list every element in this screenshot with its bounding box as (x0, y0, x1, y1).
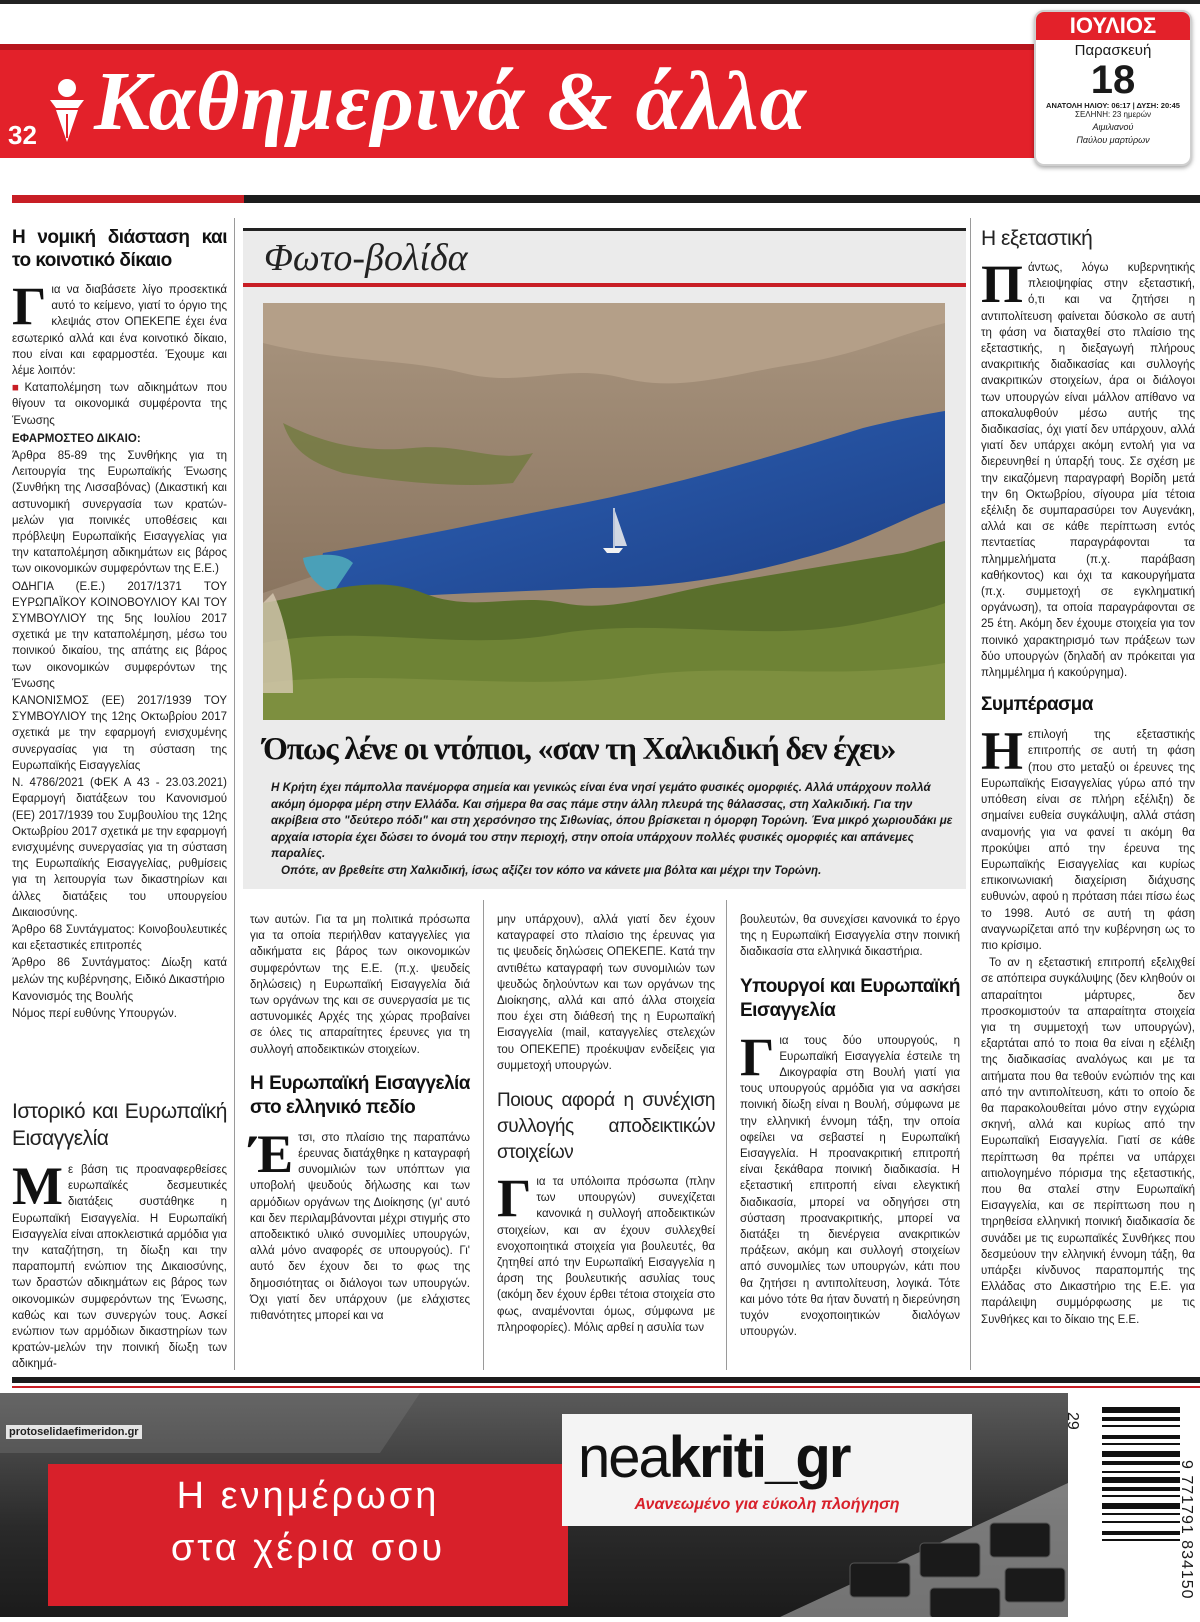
legal-paragraph: Άρθρο 68 Συντάγματος: Κοινοβουλευτικές και εξεταστικές επιτροπές (12, 923, 227, 953)
inquiry-heading: Η εξεταστική (981, 227, 1093, 250)
bottom-divider-accent (12, 1386, 1200, 1388)
calendar-moon: ΣΕΛΗΝΗ: 23 ημερών (1075, 110, 1151, 119)
legal-dropcap: Γ (12, 276, 47, 336)
barcode-digits: 9 771791 834150 (1178, 1460, 1195, 1600)
page-number: 32 (8, 120, 37, 150)
article-paragraph: μην υπάρχουν), αλλά γιατί δεν έχουν καταγραφεί στο πλαίσιο της έρευνας για τις ψευδείς δηλώσεις ΟΠΕΚΕΠΕ. Κατά την αντιθέτω καταγραφή των συνομιλιών των ψευδώς δηλούντων και των οργάνων της Διοίκησης, αλλά και από άλλα στοιχεία που έχει στη διάθεσή της η Ευρωπαϊκή Εισαγγελία (mail, καταγγελίες στελεχών του ΟΠΕΚΕΠΕ) προέκυψαν ενδείξεις για συμμετοχή υπουργών. (497, 914, 715, 1072)
masthead-title: Καθημερινά & άλλα (94, 55, 807, 148)
column-divider (483, 900, 484, 1370)
ministers-heading: Υπουργοί και Ευρωπαϊκή Εισαγγελία (740, 975, 960, 1021)
legal-paragraph: ΚΑΝΟΝΙΣΜΟΣ (ΕΕ) 2017/1939 ΤΟΥ ΣΥΜΒΟΥΛΙΟΥ της 12ης Οκτωβρίου 2017 σχετικά με την εφαρμογή ενισχυμένης συνεργασίας για τη σύσταση της Ευρωπαϊκής Εισαγγελίας (12, 695, 227, 772)
article-paragraph: Για τους δύο υπουργούς, η Ευρωπαϊκή Εισαγγελία έστειλε τη Δικογραφία στη Βουλή γιατί για τους υπουργούς αρμόδια για να ασκήσει ποινική δίωξη είναι η Βουλή, σύμφωνα με την ελληνική έννομη τάξη, την οποία οφείλει να σεβαστεί η Ευρωπαϊκή Εισαγγελία. Η προανακριτική επιτροπή είναι ξεκάθαρα ποινική διαδικασία. Η εξεταστική επιτροπή είναι ελεγκτική διαδικασία, μπορεί να οδηγήσει στη σύσταση προανακριτικής, μπορεί να διατάξει τη διενέργεια ανακριτικών πράξεων, ακόμη και συλλογή στοιχείων από συνομιλίες των υπουργών, κάτι που θα ζητήσει η αντιπολίτευση, λογικά. Τότε και μόνο τότε θα ήταν δυνατή η διερεύνηση τυχόν ενοχοποιητικών διαλόγων υπουργών. (740, 1026, 960, 1339)
calendar-month: ΙΟΥΛΙΟΣ (1036, 12, 1190, 40)
masthead-banner-edge (0, 44, 1040, 50)
legal-paragraph: Ν. 4786/2021 (ΦΕΚ Α 43 - 23.03.2021) Εφαρμογή διατάξεων του Κανονισμού (ΕΕ) 2017/1939 του Συμβουλίου της 12ης Οκτωβρίου 2017 σχετικά με την εφαρμογή ενισχυμένης συνεργασίας για τη σύσταση της Ευρωπαϊκής Εισαγγελίας, ρυθμίσεις για τη λειτουργία των δικαστηρίων και άλλες διατάξεις του υπουργείου Δικαιοσύνης. (12, 777, 228, 919)
article-paragraph: βουλευτών, θα συνεχίσει κανονικά το έργο της η Ευρωπαϊκή Εισαγγελία στην ποινική διαδικασία στα ελληνικά δικαστήρια. (740, 914, 960, 959)
article-paragraph: Ηεπιλογή της εξεταστικής επιτροπής σε αυτή τη φάση (που στο μεταξύ οι έρευνες της Ευρωπαϊκής Εισαγγελίας γύρω από την υπόθεση είναι σε πλήρη εξέλιξη) δε σημαίνει ευθεία συγκάλυψη, αλλά στάση αναμονής για να φανεί τι ακόμη θα προκύψει από την έρευνα της Ευρωπαϊκής Εισαγγελίας και κυρίως επικοινωνιακή διαχείριση διάχυσης ευθυνών, αφού η πρόταση πάει πίσω έως το 1998. Αυτό σε αυτή τη φάση αναγνωρίζεται από την κυβέρνηση ως το πιο κρίσιμο. (981, 721, 1195, 952)
history-body: Με βάση τις προαναφερθείσες ευρωπαϊκές δεσμευτικές διατάξεις συστάθηκε η Ευρωπαϊκή Εισαγγελία. Η Ευρωπαϊκή Εισαγγελία είναι αποκλειστικά αρμόδια για την καταζήτηση, τη δίωξη και την παραπομπή ενώπιον της Δικαιοσύνης, των δραστών αδικημάτων εις βάρος των οικονομικών συμφερόντων της Ένωσης, καθώς και των συνεργών τους. Ασκεί ενώπιον των αρμόδιων δικαστηρίων των κρατών-μελών την ποινική δίωξη των αδικημά- (12, 1156, 227, 1371)
feature-headline: Όπως λένε οι ντόπιοι, «σαν τη Χαλκιδική δεν έχει» (263, 730, 896, 766)
history-dropcap: Μ (12, 1156, 63, 1216)
legal-bullet: ■Καταπολέμηση των αδικημάτων που θίγουν τα οικονομικά συμφέροντα της Ένωσης (12, 382, 227, 427)
feature-lead (271, 780, 961, 880)
article-paragraph: Πάντως, λόγω κυβερνητικής πλειοψηφίας στην εξεταστική, ό,τι και να ζητήσει η αντιπολίτευση φαίνεται δύσκολο σε αυτή τη φάση να διαταχθεί στο πλαίσιο της εξεταστικής, η διεξαγωγή πλήρους ανακριτικής διαδικασίας και συλλογής ανακριτικών στοιχείων, άρα οι διάλογοι των υπουργών είναι μάλλον απίθανο να αποκαλυφθούν μέσω αυτής της διαδικασίας, όχι γιατί δεν υπάρχουν, αλλά γιατί δεν υπάρχει ακόμη εντολή για να διερευνηθεί η ύπαρξή τους. Σε σχέση με την εικαζόμενη παραγραφή Βορίδη μετά την 6η Οκτωβρίου, σίγουρα μία τέτοια εξέλιξη δε συμπαρασύρει τον Αυγενάκη, αλλά και σε κάθε περίπτωση εντός πενταετίας παραγράφονται τα πλημμελήματα (π.χ. παράβαση καθήκοντος) και όχι τα κακουργήματα (π.χ. συμμετοχή σε εγκληματική οργάνωση), τα οποία παραγράφονται σε 25 έτη. Ακόμη δεν έχουμε στοιχεία για τον ποινικό χαρακτηρισμό των πράξεων των δύο υπουργών (δηλαδή αν πρόκειται για πλημμέλημα ή κακούργημα). (981, 254, 1195, 680)
article-dropcap: Π (981, 254, 1024, 314)
column-divider (234, 218, 235, 1370)
calendar-day-number: 18 (1090, 58, 1136, 102)
article-paragraph: των αυτών. Για τα μη πολιτικά πρόσωπα για τα οποία περιήλθαν καταγγελίες για αδικήματα εις βάρος των οικονομικών συμφερόντων της Ε.Ε. (π.χ. ψευδείς δηλώσεις) η Ευρωπαϊκή Εισαγγελία διά των οργάνων της και σε συνεργασία με τις αστυνομικές Αρχές της χώρας προβαίνει σε όλες τις απαραίτητες έρευνες για τη συλλογή αποδεικτικών στοιχείων. (250, 914, 470, 1056)
column-divider (726, 900, 727, 1370)
barcode-issue-number: 29 (1064, 1412, 1081, 1430)
article-paragraph: Το αν η εξεταστική επιτροπή εξελιχθεί σε απόπειρα συγκάλυψης (δεν κληθούν οι απαραίτητοι μάρτυρες, δεν προσκομιστούν τα απαραίτητα στοιχεία για τη συμμετοχή των υπουργών), εξαρτάται από το ποια θα είναι η εξέλιξη της διαδικασίας αναλόγως και με τα αιτήματα που θα τεθούν ενώπιόν της και από την αντιπολίτευση, κάτι το οποίο δε θα παρακολουθείται μόνο στην εγχώρια σκηνή, αλλά και κυρίως από την Ευρωπαϊκή Εισαγγελία. Γιατί σε κάθε περίπτωση θα πρέπει να υπάρχει αιτιολογημένο πόρισμα της εξεταστικής, που θα σταλεί στην Ευρωπαϊκή Εισαγγελία, και σε περίπτωση που η τηρηθείσα ελληνική ποινική διαδικασία δε συνάδει με τις ευρωπαϊκές Συνθήκες που δεσμεύουν την ελληνική έννομη τάξη, θα υπάρξει κίνδυνος παραπομπής της Ελλάδας στο Δικαστήριο της Ε.Ε. για παράλειψη συμμόρφωσης με τις Συνθήκες και το δίκαιο της Ε.Ε. (981, 957, 1195, 1326)
feature-top-rule (243, 228, 966, 231)
article-dropcap: Γ (740, 1026, 775, 1087)
column-inquiry (981, 226, 1195, 1329)
legal-paragraph: Άρθρο 86 Συντάγματος: Δίωξη κατά μελών της κυβέρνησης, Ειδικό Δικαστήριο (12, 957, 227, 986)
calendar-saint-1: Αιμιλιανού (1092, 122, 1134, 132)
legal-heading: Η νομική διάσταση και το κοινοτικό δίκαιο (12, 227, 227, 271)
ad-slogan-line-2: στα χέρια σου (170, 1527, 446, 1569)
feature-lead-paragraph: Η Κρήτη έχει πάμπολλα πανέμορφα σημεία και γενικώς είναι ένα νησί γεμάτο φυσικές ομορφιές. Αλλά υπάρχουν πολλά ακόμη όμορφα μέρη στην Ελλάδα. Και σήμερα θα σας πάμε στην άλλη πλευρά της θάλασσας, στη Χαλκιδική. Για την ακρίβεια στο "δεύτερο πόδι" και στη χερσόνησο της Σιθωνίας, όπου βρίσκεται η όμορφη Τορώνη. Ένα μικρό χωριουδάκι με αρχαία ιστορία έχει δώσει το όνομά του στην περιοχή, στην οποία υπάρχουν πολλές φυσικές ομορφιές και απάνεμες παραλίες. (271, 781, 953, 861)
top-divider-accent (12, 195, 244, 203)
article-dropcap: Γ (497, 1168, 532, 1229)
calendar-weekday: Παρασκευή (1074, 42, 1152, 59)
feature-lead-paragraph: Οπότε, αν βρεθείτε στη Χαλκιδική, ίσως αξίζει τον κόπο να κάνετε μια βόλτα και μέχρι την Τορώνη. (281, 863, 822, 877)
top-border (0, 0, 1200, 4)
column-history (12, 1098, 227, 1374)
column-legal (12, 226, 227, 1023)
coastline-photo (263, 303, 945, 720)
calendar-saint-2: Παύλου μαρτύρων (1076, 135, 1150, 145)
legal-paragraph: Άρθρα 85-89 της Συνθήκης για τη Λειτουργία της Ευρωπαϊκής Ένωσης (Συνθήκη της Λισσαβόνας) (Δικαστική και αστυνομική συνεργασία των κρατών-μελών για ποινικές υποθέσεις και πρόβλεψη Ευρωπαϊκής Εισαγγελίας για την καταπολέμηση αδικημάτων εις βάρος των οικονομικών συμφερόντων της Ε.Ε.) (12, 450, 227, 576)
bottom-divider (12, 1377, 1200, 1383)
column-prosecutor-field (250, 912, 470, 1325)
legal-paragraph: Νόμος περί ευθύνης Υπουργών. (12, 1007, 177, 1020)
legal-paragraph: ΟΔΗΓΙΑ (Ε.Ε.) 2017/1371 ΤΟΥ ΕΥΡΩΠΑΪΚΟΥ ΚΟΙΝΟΒΟΥΛΙΟΥ ΚΑΙ ΤΟΥ ΣΥΜΒΟΥΛΙΟΥ της 5ης Ιουλίου 2017 σχετικά με την καταπολέμηση, μέσω του ποινικού δικαίου, της απάτης εις βάρος των οικονομικών συμφερόντων της Ένωσης (12, 580, 227, 690)
date-calendar-box (1034, 10, 1192, 166)
neakriti-logo: neakriti_gr (578, 1425, 850, 1490)
conclusion-heading: Συμπέρασμα (981, 694, 1093, 716)
legal-intro: Για να διαβάσετε λίγο προσεκτικά αυτό το κείμενο, γιατί το όργιο της κλεψιάς στον ΟΠΕΚΕΠΕ έχει ένα εσωτερικό αλλά και ένα κοινοτικό δίκαιο, που είναι και εφαρμοστέα. Έχουμε και λέμε λοιπόν: (12, 276, 227, 378)
article-paragraph: Για τα υπόλοιπα πρόσωπα (πλην των υπουργών) συνεχίζεται κανονικά η συλλογή αποδεικτικών στοιχείων, και αν έχουν συλλεχθεί ενοχοποιητικά στοιχεία για βουλευτές, θα ζητηθεί από την Ευρωπαϊκή Εισαγγελία η άρση της βουλευτικής ασυλίας τους (ακόμη δεν έχουν έρθει τέτοια στοιχεία στο φως, αναμένονται όμως, σύμφωνα με πληροφορίες). Μόλις αρθεί η ασυλία των (497, 1168, 715, 1334)
column-evidence (497, 912, 715, 1337)
article-dropcap: Έ (250, 1123, 294, 1184)
calendar-sun-times: ΑΝΑΤΟΛΗ ΗΛΙΟΥ: 06:17 | ΔΥΣΗ: 20:45 (1046, 101, 1180, 110)
legal-paragraph: Κανονισμός της Βουλής (12, 990, 134, 1003)
evidence-heading: Ποιους αφορά η συνέχιση συλλογής αποδεικτικών στοιχείων (497, 1090, 715, 1164)
article-paragraph: Έτσι, στο πλαίσιο της παραπάνω έρευνας διατάχθηκε η καταγραφή συνομιλιών των υπόπτων για υποβολή ψευδούς δήλωσης και των αρμόδιων οργάνων της Διοίκησης (γι' αυτό και δεν περιλαμβάνονται μέχρι στιγμής στο αποδεικτικό υλικό συνομιλίες υπουργών, αλλά μόνο αναφορές σε υπουργούς). Γι' αυτό δεν έχουν δει το φως της δημοσιότητας οι διάλογοι των υπουργών. Όχι γιατί δεν υπάρχουν (με ελάχιστες πιθανότητες μπορεί και να (250, 1123, 470, 1323)
feature-section-title: Φωτο-βολίδα (264, 237, 468, 279)
ad-slogan-line-1: Η ενημέρωση (176, 1475, 440, 1517)
quill-logo-icon (44, 76, 90, 148)
prosecutor-field-heading: Η Ευρωπαϊκή Εισαγγελία στο ελληνικό πεδίο (250, 1072, 470, 1118)
feature-red-rule (243, 283, 966, 287)
ad-tagline: Ανανεωμένο για εύκολη πλοήγηση (634, 1496, 900, 1513)
history-heading: Ιστορικό και Ευρωπαϊκή Εισαγγελία (12, 1100, 227, 1150)
applicable-law-label: ΕΦΑΡΜΟΣΤΕΟ ΔΙΚΑΙΟ: (12, 432, 141, 445)
ad-source-label: protoselidaefimeridon.gr (6, 1425, 142, 1439)
calendar-saints (1036, 121, 1190, 147)
column-divider (970, 218, 971, 1370)
column-ministers (740, 912, 960, 1341)
article-dropcap: Η (981, 721, 1024, 782)
